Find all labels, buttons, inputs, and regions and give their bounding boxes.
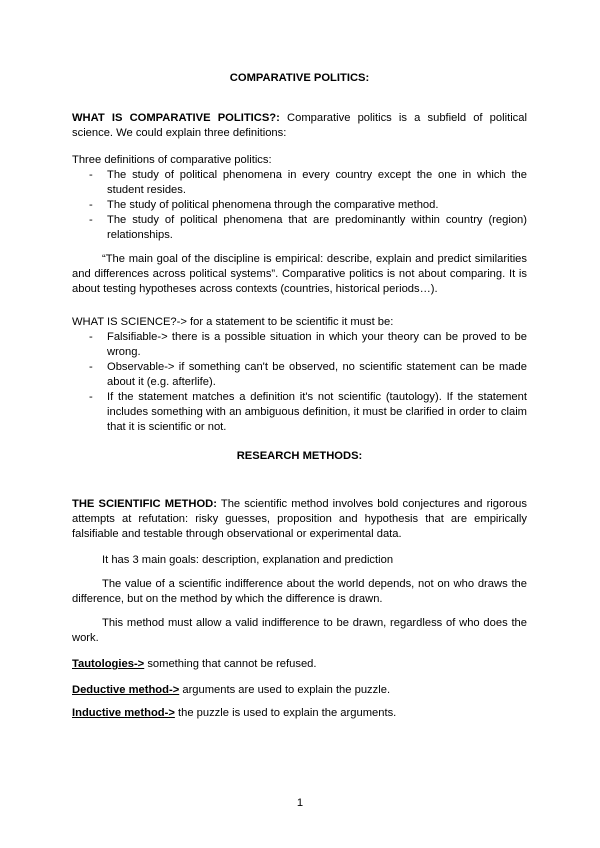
term-deductive: [72, 683, 527, 698]
list-item: - If the statement matches a definition it's not scientific (tautology). If the statement includes something with an ambiguous definition, it must be clarified in order to claim that it is scientific or not.: [89, 391, 527, 433]
intro-paragraph: [72, 111, 527, 141]
term-label: Inductive method->: [72, 707, 175, 719]
science-list: [72, 330, 527, 435]
term-inductive: [72, 706, 527, 721]
definitions-list: [72, 168, 527, 243]
document-title: COMPARATIVE POLITICS:: [229, 72, 370, 84]
term-tautologies: [72, 657, 527, 672]
term-label: Deductive method->: [72, 684, 180, 696]
term-text: the puzzle is used to explain the arguments.: [174, 707, 397, 719]
quote-paragraph: “The main goal of the discipline is empirical: describe, explain and predict similarities and differences across political systems”. Comparative politics is not about comparing. It is about testing hypotheses across contexts (countries, historical periods…).: [72, 253, 527, 295]
goals-paragraph: It has 3 main goals: description, explanation and prediction: [102, 554, 394, 566]
scientific-method-heading: THE SCIENTIFIC METHOD:: [72, 498, 217, 510]
definitions-section: [72, 153, 527, 243]
term-text: something that cannot be refused.: [144, 658, 317, 670]
scientific-method-text: The scientific method involves bold conjectures and rigorous attempts at refutation: risky guesses, proposition and hypothesis that are empirically falsifiable and testable through observational or experimental data.: [72, 498, 527, 540]
intro-heading: WHAT IS COMPARATIVE POLITICS?:: [72, 112, 280, 124]
list-item: - The study of political phenomena through the comparative method.: [89, 199, 439, 211]
list-item: - Falsifiable-> there is a possible situation in which your theory can be proved to be wrong.: [89, 331, 527, 358]
term-label: Tautologies->: [72, 658, 145, 670]
value-paragraph: The value of a scientific indifference about the world depends, not on who draws the difference, but on the method by which the difference is drawn.: [72, 578, 527, 605]
list-item: - The study of political phenomena that are predominantly within country (region) relationships.: [89, 214, 527, 241]
method-paragraph: This method must allow a valid indifference to be drawn, regardless of who does the work.: [72, 617, 527, 644]
page-number: 1: [296, 797, 304, 809]
science-lead: WHAT IS SCIENCE?-> for a statement to be scientific it must be:: [72, 316, 394, 328]
list-item: - The study of political phenomena in every country except the one in which the student resides.: [89, 169, 527, 196]
scientific-method-paragraph: [72, 497, 527, 542]
intro-text: Comparative politics is a subfield of political science. We could explain three definitions:: [72, 112, 527, 139]
definitions-lead: Three definitions of comparative politics:: [72, 154, 272, 166]
science-section: [72, 315, 527, 435]
list-item: - Observable-> if something can't be observed, no scientific statement can be made about it (e.g. afterlife).: [89, 361, 527, 388]
research-methods-title: RESEARCH METHODS:: [236, 450, 363, 462]
term-text: arguments are used to explain the puzzle.: [179, 684, 391, 696]
